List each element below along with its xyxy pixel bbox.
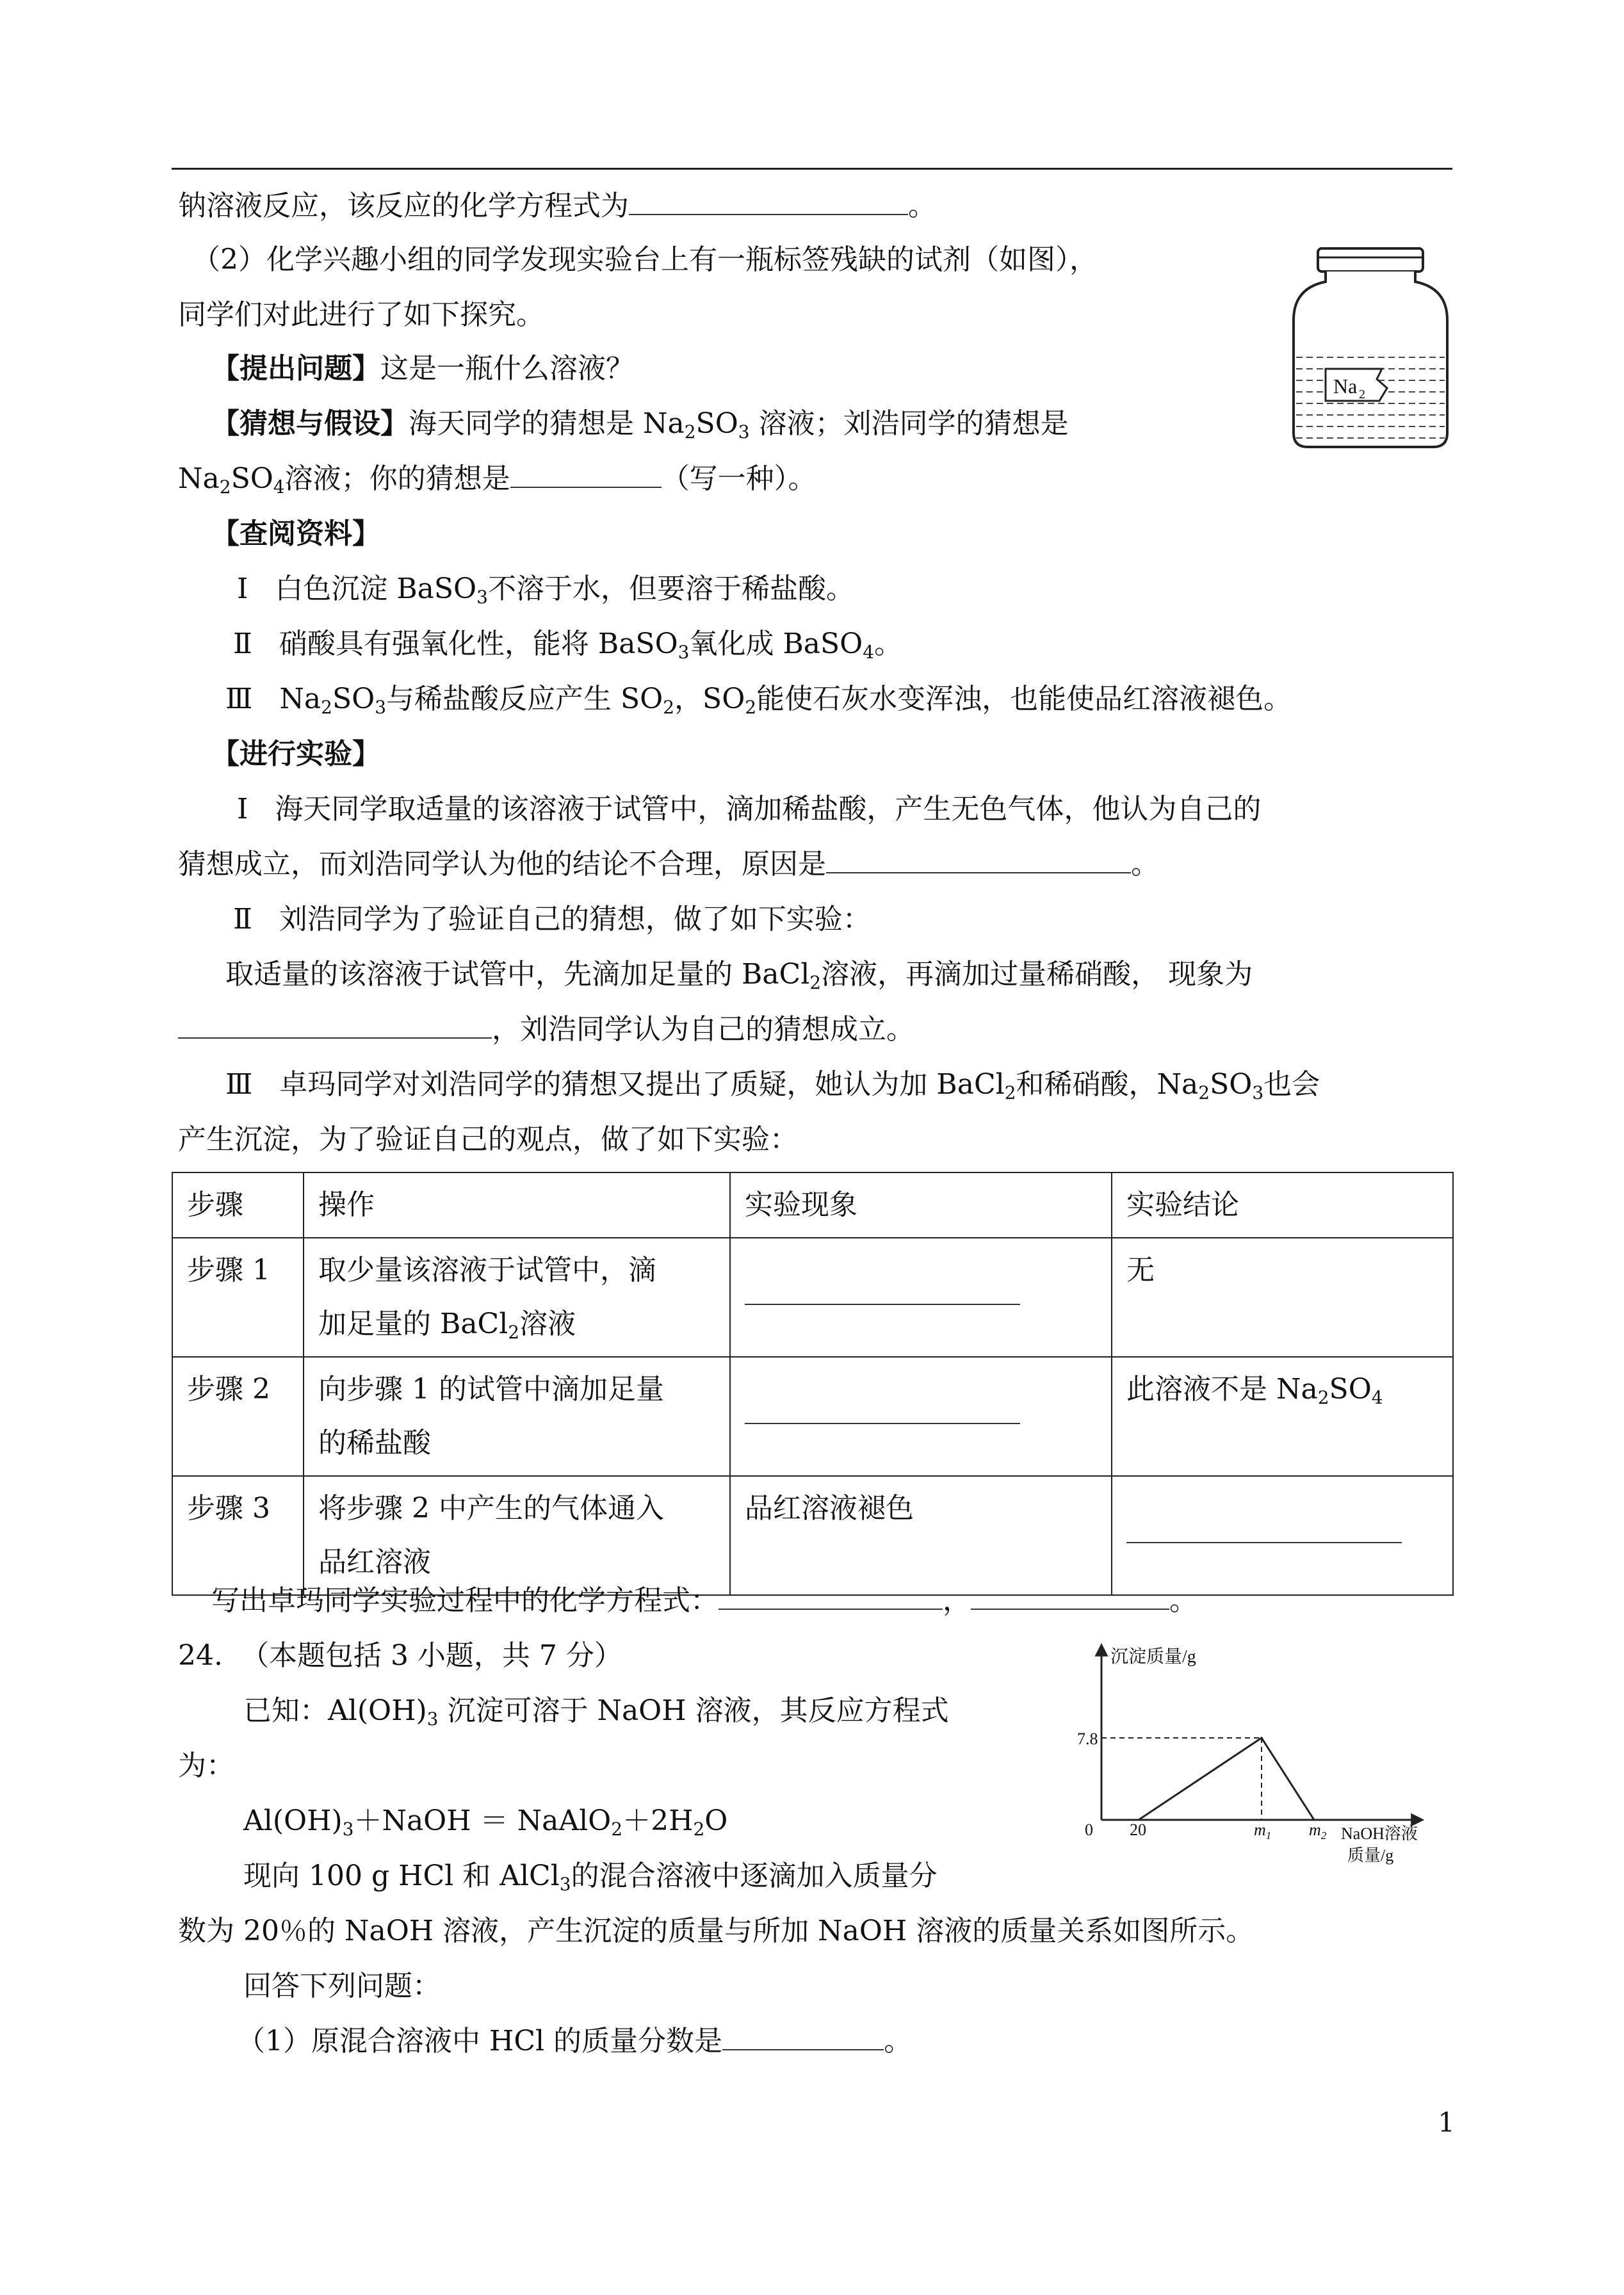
text: 此溶液不是 Na: [1126, 1373, 1318, 1406]
operation-cell: [304, 1238, 730, 1357]
text: 加足量的 BaCl: [318, 1308, 508, 1340]
text: 现向 100 g HCl 和 AlCl: [243, 1860, 560, 1892]
x-tick-m2: $m_2$: [1309, 1821, 1327, 1842]
text-line-1: [178, 187, 936, 225]
subscript: 2: [663, 697, 675, 718]
subscript: 2: [745, 697, 757, 718]
table-row: [172, 1476, 1453, 1595]
table-row: [172, 1357, 1453, 1476]
step-cell: 步骤 2: [172, 1357, 304, 1476]
reference-heading: 【查阅资料】: [211, 517, 380, 550]
x-axis-label-line-1: NaOH溶液: [1341, 1824, 1418, 1843]
text: 。: [1169, 1584, 1198, 1617]
question-24-equation: [243, 1802, 727, 1840]
header-rule: [172, 168, 1452, 170]
text: ，: [943, 1584, 971, 1617]
text: SO: [332, 683, 375, 715]
answer-blank[interactable]: [971, 1583, 1169, 1610]
text: 取适量的该溶液于试管中，先滴加足量的 BaCl: [225, 958, 810, 991]
text: 海天同学的猜想是 Na: [409, 407, 685, 440]
text-line-3: [178, 296, 544, 334]
answer-blank[interactable]: [1126, 1536, 1402, 1543]
label-text: Na: [1333, 375, 1358, 398]
text: 产生沉淀，为了验证自己的观点，做了如下实验：: [178, 1123, 798, 1156]
subscript: 3: [342, 1819, 354, 1840]
section-label: 【提出问题】: [211, 352, 380, 385]
text: 溶液；你的猜想是: [284, 462, 510, 495]
subscript: 2: [684, 421, 696, 442]
conclusion-cell: [1112, 1357, 1453, 1476]
conclusion-cell: 无: [1112, 1238, 1453, 1357]
text: 将步骤 2 中产生的气体通入: [318, 1492, 664, 1525]
text-line-2: [192, 241, 1098, 279]
experiment-heading: 【进行实验】: [211, 738, 380, 770]
subscript: 2: [809, 972, 822, 993]
text: 向步骤 1 的试管中滴加足量: [318, 1373, 664, 1406]
subscript: 3: [375, 697, 387, 718]
text: Al(OH): [243, 1804, 343, 1837]
spacer: [745, 1363, 1097, 1416]
question-line: [211, 350, 634, 388]
roman-numeral: Ⅲ: [225, 1068, 253, 1101]
x-tick-m1: $m_1$: [1254, 1821, 1272, 1842]
text: 海天同学取适量的该溶液于试管中，滴加稀盐酸，产生无色气体，他认为自己的: [275, 793, 1262, 825]
precipitate-mass-chart: [1063, 1639, 1460, 1889]
table-header-cell: 实验现象: [730, 1172, 1112, 1238]
text: 的稀盐酸: [318, 1427, 431, 1459]
text: 。: [884, 2025, 913, 2057]
text: 不溶于水，但要溶于稀盐酸。: [487, 572, 854, 605]
subscript: 2: [321, 697, 332, 718]
text: SO: [1210, 1068, 1253, 1101]
experiment-2-cont-2: [178, 1010, 914, 1049]
subscript: 3: [738, 421, 750, 442]
answer-blank[interactable]: [178, 1012, 492, 1039]
text: 溶液，再滴加过量稀硝酸， 现象为: [821, 958, 1253, 991]
phenomenon-cell: [730, 1238, 1112, 1357]
text: 。: [874, 628, 903, 660]
table-header-row: [172, 1172, 1453, 1238]
text: 也会: [1263, 1068, 1320, 1101]
roman-numeral: Ⅲ: [225, 683, 253, 715]
answer-blank[interactable]: [745, 1297, 1020, 1305]
text: 与稀盐酸反应产生 SO: [386, 683, 663, 715]
text: ＋2H: [622, 1804, 694, 1837]
text: 卓玛同学对刘浩同学的猜想又提出了质疑，她认为加 BaCl: [279, 1068, 1005, 1101]
question-24-fraction: 数为 20％的 NaOH 溶液，产生沉淀的质量与所加 NaOH 溶液的质量关系如图所示。: [178, 1915, 1255, 1947]
text: 能使石灰水变浑浊，也能使品红溶液褪色。: [756, 683, 1292, 715]
spacer: [745, 1244, 1097, 1297]
text: 取少量该溶液于试管中，滴: [318, 1254, 656, 1286]
text: SO: [695, 407, 738, 440]
text: 溶液: [519, 1308, 576, 1340]
question-24-part-1: [237, 2022, 912, 2061]
subscript: 3: [476, 587, 488, 608]
label-subscript: 2: [1359, 387, 1365, 401]
roman-numeral: Ⅱ: [233, 628, 252, 660]
operation-cell: [304, 1476, 730, 1595]
subscript: 2: [508, 1322, 520, 1343]
text: 品红溶液: [318, 1546, 431, 1578]
subscript: 3: [1252, 1082, 1264, 1103]
text: （写一种）。: [661, 462, 816, 495]
origin-label: 0: [1085, 1821, 1093, 1839]
page-number: 1: [1438, 2107, 1455, 2138]
text: O: [704, 1804, 728, 1837]
question-24-answer-prompt: 回答下列问题：: [243, 1970, 441, 2002]
reagent-bottle-illustration: [1287, 243, 1454, 455]
subscript: 3: [559, 1874, 571, 1895]
question-24-heading: [178, 1637, 622, 1675]
answer-blank[interactable]: [510, 461, 662, 488]
text-line: [318, 1297, 715, 1351]
experiment-2: [233, 900, 871, 939]
text: 已知：Al(OH): [243, 1694, 427, 1727]
text: （1）原混合溶液中 HCl 的质量分数是: [237, 2025, 723, 2057]
reference-item-3: [225, 680, 1292, 718]
text: Na: [178, 462, 220, 495]
step-cell: 步骤 1: [172, 1238, 304, 1357]
text: 猜想成立，而刘浩同学认为他的结论不合理，原因是: [178, 848, 826, 880]
table-header-cell: 步骤: [172, 1172, 304, 1238]
subscript: 2: [1317, 1387, 1329, 1408]
operation-cell: [304, 1357, 730, 1476]
text: 刘浩同学为了验证自己的猜想，做了如下实验：: [279, 903, 871, 936]
text: 这是一瓶什么溶液？: [380, 352, 634, 385]
x-axis-label-line-2: 质量/g: [1347, 1846, 1394, 1865]
answer-blank[interactable]: [826, 847, 1131, 873]
roman-numeral: Ⅰ: [237, 793, 248, 825]
text: SO: [231, 462, 273, 495]
text: （本题包括 3 小题，共 7 分）: [240, 1639, 622, 1672]
table-header-cell: 实验结论: [1112, 1172, 1453, 1238]
text: 硝酸具有强氧化性，能将 BaSO: [279, 628, 678, 660]
x-tick-20: 20: [1130, 1821, 1146, 1839]
text: 沉淀可溶于 NaOH 溶液，其反应方程式: [447, 1694, 949, 1727]
roman-numeral: Ⅱ: [233, 903, 252, 936]
subscript: 4: [1371, 1387, 1383, 1408]
answer-blank[interactable]: [719, 1583, 943, 1610]
subscript: 3: [426, 1708, 439, 1730]
text: ，刘浩同学认为自己的猜想成立。: [492, 1013, 914, 1046]
reference-item-1: [237, 570, 854, 608]
hypothesis-line-2: [178, 460, 816, 498]
experiment-1: [237, 790, 1261, 829]
text: SO: [1329, 1373, 1372, 1406]
conclusion-cell: [1112, 1476, 1453, 1595]
equation-line: [211, 1582, 1198, 1620]
answer-blank[interactable]: [745, 1416, 1020, 1424]
subscript: 4: [863, 642, 875, 663]
hypothesis-line: [211, 405, 1069, 443]
text: 的混合溶液中逐滴加入质量分: [571, 1860, 938, 1892]
subscript: 3: [678, 642, 690, 663]
y-tick-label: 7.8: [1077, 1730, 1098, 1748]
subscript: 2: [1004, 1082, 1016, 1103]
roman-numeral: Ⅰ: [237, 572, 248, 605]
text: 钠溶液反应，该反应的化学方程式为: [178, 190, 629, 222]
text: ＋NaOH ＝ NaAlO: [353, 1804, 612, 1837]
text: 和稀硝酸，Na: [1016, 1068, 1199, 1101]
experiment-3-cont: [178, 1121, 798, 1159]
text: Na: [279, 683, 321, 715]
subscript: 2: [1198, 1082, 1210, 1103]
text: 写出卓玛同学实验过程中的化学方程式：: [211, 1584, 719, 1617]
phenomenon-cell: [730, 1357, 1112, 1476]
subscript: 4: [273, 476, 285, 498]
text: 白色沉淀 BaSO: [275, 572, 477, 605]
subscript: 2: [219, 476, 231, 498]
step-cell: 步骤 3: [172, 1476, 304, 1595]
text: 溶液；刘浩同学的猜想是: [749, 407, 1069, 440]
answer-blank[interactable]: [722, 2023, 884, 2050]
experiment-table: [172, 1172, 1454, 1596]
reference-item-2: [233, 625, 902, 663]
precipitate-curve: [1139, 1738, 1314, 1820]
subscript: 2: [611, 1819, 623, 1840]
answer-blank[interactable]: [629, 188, 908, 215]
question-24-known: [243, 1692, 949, 1730]
experiment-1-cont: [178, 845, 1159, 884]
y-axis-label: 沉淀质量/g: [1110, 1647, 1196, 1667]
subscript: 2: [693, 1819, 705, 1840]
experiment-3: [225, 1066, 1320, 1104]
experiment-2-cont: [225, 955, 1253, 994]
table-header-cell: 操作: [304, 1172, 730, 1238]
phenomenon-cell: 品红溶液褪色: [730, 1476, 1112, 1595]
table-row: [172, 1238, 1453, 1357]
question-24-now: [243, 1857, 938, 1895]
text: 同学们对此进行了如下探究。: [178, 298, 544, 331]
text: 氧化成 BaSO: [689, 628, 863, 660]
question-number: 24.: [178, 1639, 223, 1672]
text: 。: [908, 190, 936, 222]
text: ，SO: [674, 683, 745, 715]
question-24-for: 为：: [178, 1749, 234, 1782]
section-label: 【猜想与假设】: [211, 407, 409, 440]
text: 。: [1131, 848, 1159, 880]
spacer: [1126, 1482, 1438, 1536]
text: （2）化学兴趣小组的同学发现实验台上有一瓶标签残缺的试剂（如图），: [192, 243, 1098, 276]
